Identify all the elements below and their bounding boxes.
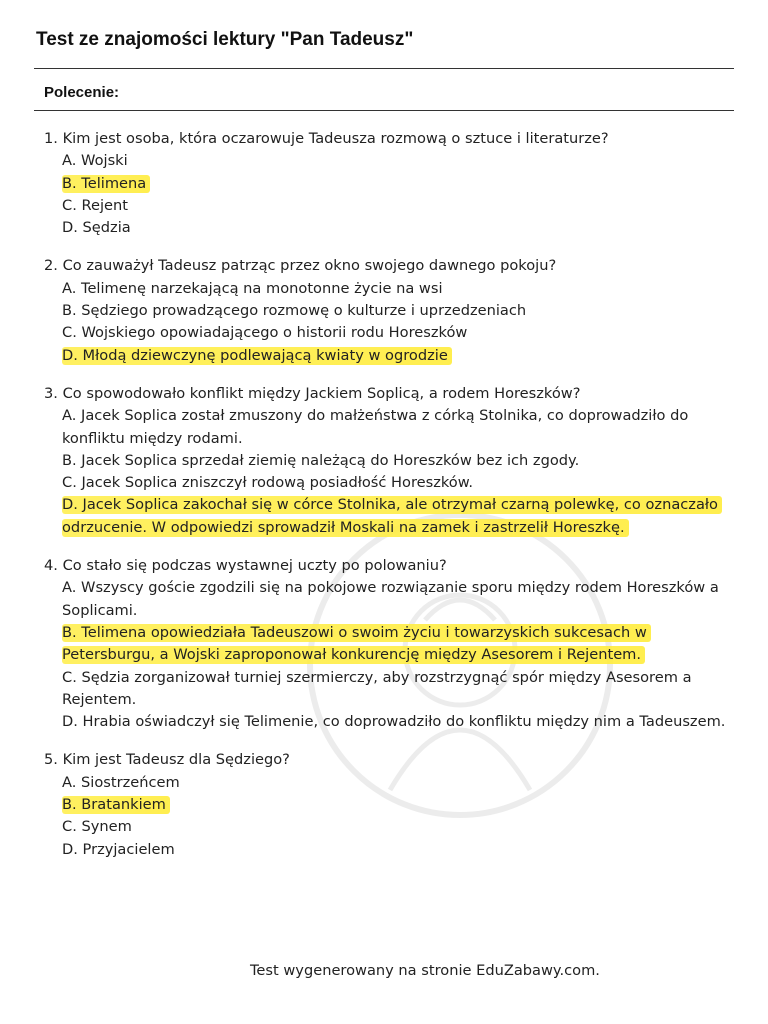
question-5 xyxy=(44,749,734,860)
answer-letter: B. xyxy=(62,302,77,320)
answer-option xyxy=(44,667,734,712)
answer-option-content xyxy=(62,474,473,491)
question-prompt: Kim jest Tadeusz dla Sędziego? xyxy=(62,751,290,769)
answer-letter: B. xyxy=(62,174,77,192)
question-number: 2. xyxy=(44,257,58,275)
answer-letter: D. xyxy=(62,219,78,237)
instruction-label: Polecenie: xyxy=(44,84,120,101)
answer-option xyxy=(44,577,734,622)
question-prompt: Co stało się podczas wystawnej uczty po polowaniu? xyxy=(62,557,447,575)
question-text xyxy=(44,383,734,405)
answer-option xyxy=(44,278,734,300)
answer-text: Jacek Soplica zniszczył rodową posiadłość Horeszków. xyxy=(81,474,473,492)
answer-text: Telimena xyxy=(81,174,147,192)
answer-text: Synem xyxy=(81,818,132,836)
answer-option-content xyxy=(62,152,128,169)
question-number: 3. xyxy=(44,384,58,402)
answer-text: Wojski xyxy=(81,152,128,170)
answer-option-content xyxy=(62,669,692,708)
answer-text: Młodą dziewczynę podlewającą kwiaty w ogrodzie xyxy=(82,346,448,364)
question-text xyxy=(44,128,734,150)
answer-option xyxy=(44,217,734,239)
answer-letter: C. xyxy=(62,668,77,686)
answer-letter: A. xyxy=(62,279,77,297)
answer-letter: B. xyxy=(62,623,77,641)
answer-letter: A. xyxy=(62,152,77,170)
answer-text: Siostrzeńcem xyxy=(81,773,180,791)
answer-letter: B. xyxy=(62,796,77,814)
question-number: 5. xyxy=(44,751,58,769)
answer-option-content xyxy=(62,579,719,618)
answer-option-content xyxy=(62,197,128,214)
answer-letter: A. xyxy=(62,407,77,425)
answer-text: Wojskiego opowiadającego o historii rodu Horeszków xyxy=(81,324,468,342)
answer-text: Wszyscy goście zgodzili się na pokojowe rozwiązanie sporu między rodem Horeszków a Soplicami. xyxy=(62,579,719,619)
question-text xyxy=(44,749,734,771)
answer-option xyxy=(44,195,734,217)
answer-option-highlighted xyxy=(44,494,734,539)
answer-option xyxy=(44,300,734,322)
answer-text: Telimena opowiedziała Tadeuszowi o swoim życiu i towarzyskich sukcesach w Petersburgu, a Wojski zaproponował konkurencję między Asesorem i Rejentem. xyxy=(62,623,647,664)
answer-text: Jacek Soplica zakochał się w córce Stolnika, ale otrzymał czarną polewkę, co oznaczało odrzucenie. W odpowiedzi sprowadził Moskali na zamek i zastrzelił Horeszkę. xyxy=(62,496,718,536)
answer-option xyxy=(44,711,734,733)
answer-letter: C. xyxy=(62,474,77,492)
answer-option-content xyxy=(62,302,526,319)
answer-option-content xyxy=(62,624,651,664)
question-2 xyxy=(44,255,734,366)
answer-option-content xyxy=(62,324,467,341)
answer-text: Jacek Soplica został zmuszony do małżeństwa z córką Stolnika, co doprowadziło do konfliktu między rodami. xyxy=(62,407,689,447)
answer-text: Jacek Soplica sprzedał ziemię należącą do Horeszków bez ich zgody. xyxy=(81,451,580,469)
answer-text: Sędziego prowadzącego rozmowę o kulturze i uprzedzeniach xyxy=(81,302,527,320)
question-prompt: Co zauważył Tadeusz patrząc przez okno swojego dawnego pokoju? xyxy=(62,257,557,275)
answer-option-highlighted xyxy=(44,794,734,816)
answer-text: Rejent xyxy=(81,196,128,214)
answer-letter: A. xyxy=(62,773,77,791)
question-number: 1. xyxy=(44,130,58,147)
question-4 xyxy=(44,555,734,733)
answer-letter: B. xyxy=(62,451,77,469)
answer-text: Sędzia zorganizował turniej szermierczy, aby rozstrzygnąć spór między Asesorem a Rejentem. xyxy=(62,668,692,708)
question-3 xyxy=(44,383,734,539)
page-title: Test ze znajomości lektury "Pan Tadeusz" xyxy=(36,29,414,50)
answer-option xyxy=(44,450,734,472)
answer-option-content xyxy=(62,280,443,297)
answer-letter: D. xyxy=(62,496,78,514)
question-text xyxy=(44,555,734,577)
answer-letter: C. xyxy=(62,818,77,836)
answer-option-content xyxy=(62,347,452,365)
answer-option xyxy=(44,839,734,861)
questions-list xyxy=(44,128,734,877)
question-text xyxy=(44,255,734,277)
answer-text: Bratankiem xyxy=(81,796,166,814)
answer-text: Telimenę narzekającą na monotonne życie na wsi xyxy=(81,279,443,297)
answer-option-content xyxy=(62,818,132,835)
answer-option-content xyxy=(62,175,150,193)
answer-option-content xyxy=(62,407,688,446)
answer-option xyxy=(44,322,734,344)
answer-option xyxy=(44,816,734,838)
question-1 xyxy=(44,128,734,239)
answer-option-content xyxy=(62,796,170,814)
title-divider xyxy=(34,68,734,69)
answer-option xyxy=(44,150,734,172)
answer-option-content xyxy=(62,841,175,858)
answer-option-highlighted xyxy=(44,173,734,195)
answer-option-content xyxy=(62,496,722,536)
footer-credit: Test wygenerowany na stronie EduZabawy.com. xyxy=(250,962,600,979)
question-prompt: Co spowodowało konflikt między Jackiem Soplicą, a rodem Horeszków? xyxy=(62,384,581,402)
answer-option-highlighted xyxy=(44,345,734,367)
question-prompt: Kim jest osoba, która oczarowuje Tadeusza rozmową o sztuce i literaturze? xyxy=(62,130,609,147)
answer-option-highlighted xyxy=(44,622,734,667)
answer-option xyxy=(44,405,734,450)
answer-letter: D. xyxy=(62,713,78,731)
answer-letter: C. xyxy=(62,324,77,342)
answer-letter: D. xyxy=(62,346,78,364)
answer-option-content xyxy=(62,774,180,791)
answer-letter: D. xyxy=(62,840,78,858)
question-number: 4. xyxy=(44,557,58,575)
answer-text: Hrabia oświadczył się Telimenie, co doprowadziło do konfliktu między nim a Tadeuszem. xyxy=(82,713,726,731)
answer-option-content xyxy=(62,713,725,730)
answer-text: Sędzia xyxy=(82,219,131,237)
answer-letter: A. xyxy=(62,579,77,597)
answer-option xyxy=(44,772,734,794)
answer-option-content xyxy=(62,452,579,469)
instruction-divider xyxy=(34,110,734,111)
answer-text: Przyjacielem xyxy=(82,840,175,858)
answer-letter: C. xyxy=(62,196,77,214)
answer-option xyxy=(44,472,734,494)
answer-option-content xyxy=(62,219,131,236)
